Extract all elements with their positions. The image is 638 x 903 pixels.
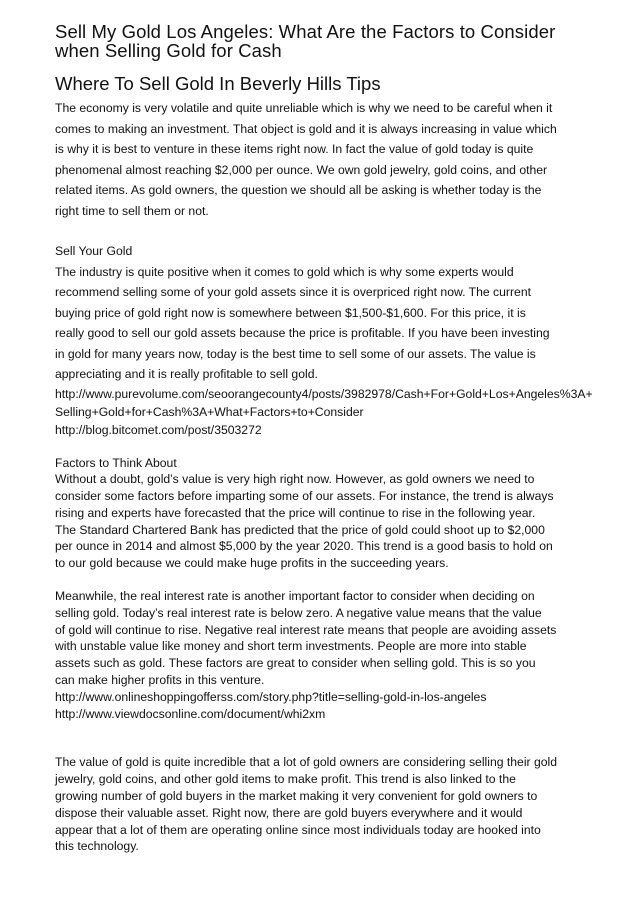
document-page (55, 22, 593, 855)
document-title: Sell My Gold Los Angeles: What Are the Factors to Consider when Selling Gold for Cash (55, 21, 556, 61)
spacer (55, 221, 593, 241)
reference-link[interactable]: http://www.purevolume.com/seoorangecounty4/posts/3982978/Cash+For+Gold+Los+Angeles%3A+Selling+Gold+for+Cash%3A+What+Factors+to+Consider (55, 386, 593, 419)
spacer (55, 722, 593, 754)
reference-link[interactable]: http://blog.bitcomet.com/post/3503272 (55, 422, 262, 437)
section-body-interest-rate: Meanwhile, the real interest rate is another important factor to consider when deciding on selling gold. Today’s real interest rate is below zero. A negative value means that the value of gold will continue to rise. Negative real interest rate means that people are avoiding assets with unstable value like money and short term investments. People are more into stable assets such as gold. These factors are great to consider when selling gold. This is so you can make higher profits in this venture. (55, 589, 557, 688)
intro-paragraph: The economy is very volatile and quite unreliable which is why we need to be careful when it comes to making an investment. That object is gold and it is always increasing in value which is why it is best to venture in these items right now. In fact the value of gold today is quite phenomenal almost reaching $2,000 per ounce. We own gold jewelry, gold coins, and other related items. As gold owners, the question we should all be asking is whether today is the right time to sell them or not. (55, 101, 557, 218)
closing-paragraph: The value of gold is quite incredible that a lot of gold owners are considering selling their gold jewelry, gold coins, and other gold items to make profit. This trend is also linked to the growing number of gold buyers in the market making it very convenient for gold owners to dispose their valuable asset. Right now, there are gold buyers everywhere and it would appear that a lot of them are operating online since most individuals today are hooked into this technology. (55, 755, 558, 854)
section-body-sell-your-gold: The industry is quite positive when it comes to gold which is why some experts would recommend selling some of your gold assets since it is overpriced right now. The current buying price of gold right now is somewhere between $1,500-$1,600. For this price, it is really good to sell our gold assets because the price is profitable. If you have been investing in gold for many years now, today is the best time to sell some of our assets. The value is appreciating and it is really profitable to sell gold. (55, 264, 550, 381)
reference-link[interactable]: http://www.viewdocsonline.com/document/whi2xm (55, 706, 326, 721)
reference-link[interactable]: http://www.onlineshoppingofferss.com/story.php?title=selling-gold-in-los-angeles (55, 689, 487, 704)
section-body-factors: Without a doubt, gold’s value is very high right now. However, as gold owners we need to consider some factors before imparting some of our assets. For instance, the trend is always rising and experts have forecasted that the price will continue to rise in the following year. The Standard Chartered Bank has predicted that the price of gold could shoot up to $2,000 per ounce in 2014 and almost $5,000 by the year 2020. This trend is a good basis to hold on to our gold because we could make huge profits in the succeeding years. (55, 472, 554, 571)
section-heading-sell-your-gold: Sell Your Gold (55, 244, 133, 258)
spacer (55, 439, 593, 455)
section-heading-factors: Factors to Think About (55, 455, 177, 470)
spacer (55, 572, 593, 588)
document-subtitle: Where To Sell Gold In Beverly Hills Tips (55, 73, 381, 94)
